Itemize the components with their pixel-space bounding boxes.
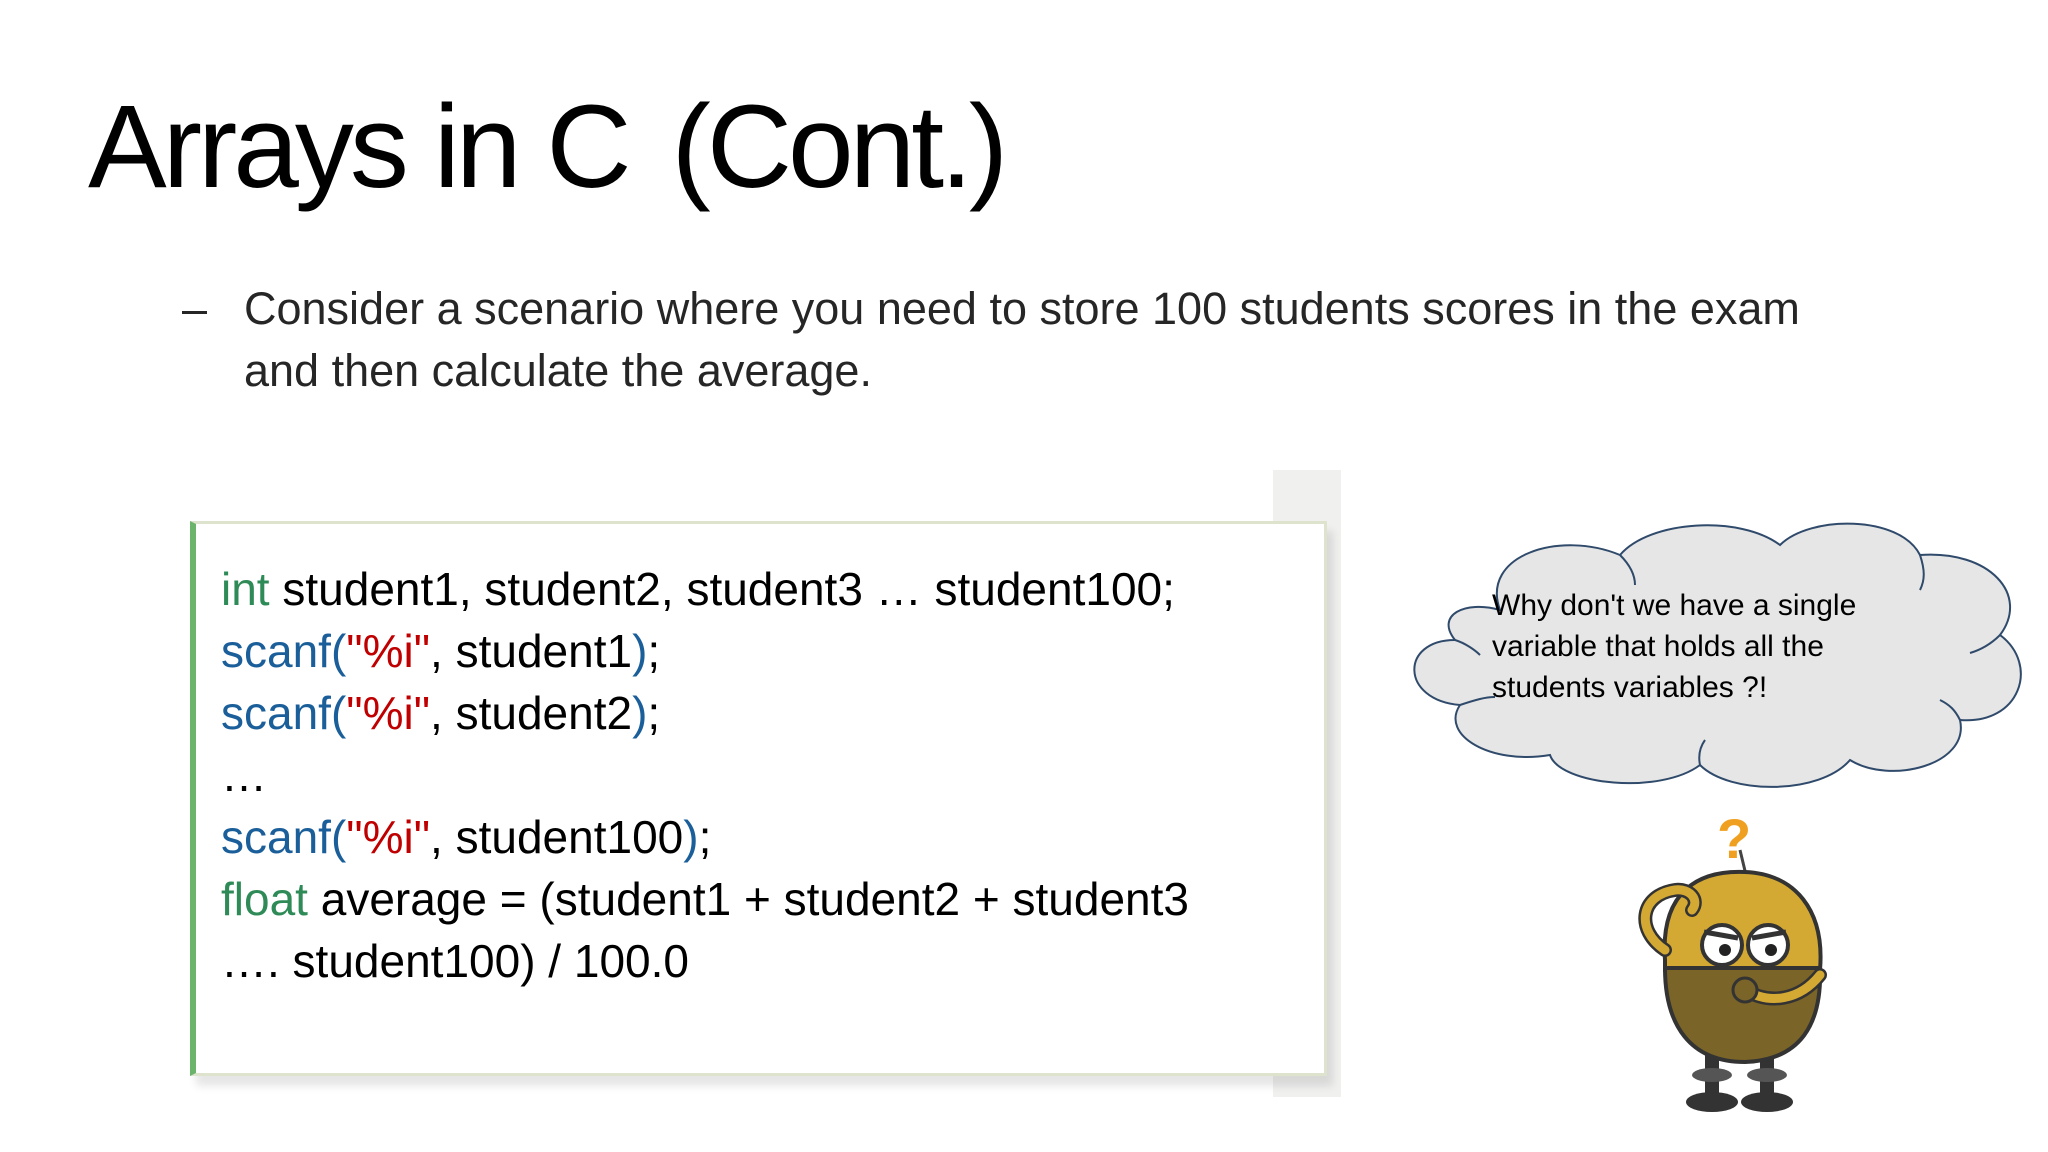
- code-line-5: [221, 806, 1189, 868]
- code-text: student1, student2, student3 … student100;: [269, 563, 1175, 615]
- code-text: , student1: [430, 625, 633, 677]
- code-string: "%i": [346, 811, 431, 863]
- bullet-text: Consider a scenario where you need to store 100 students scores in the exam and then calculate the average.: [244, 283, 1800, 396]
- code-text: average = (student1 + student2 + student3: [307, 873, 1189, 925]
- code-line-3: [221, 682, 1189, 744]
- code-box: [190, 521, 1327, 1076]
- bullet-item: [182, 278, 1882, 402]
- code-paren: ): [632, 625, 648, 677]
- code-text: , student100: [430, 811, 684, 863]
- code-text: , student2: [430, 687, 633, 739]
- thinking-robot-icon: [1620, 810, 1860, 1120]
- code-line-7: …. student100) / 100.0: [221, 935, 689, 987]
- code-keyword: float: [221, 873, 308, 925]
- code-line-1: [221, 558, 1189, 620]
- cloud-text: [1492, 585, 1932, 708]
- cloud-text-line: variable that holds all the: [1492, 630, 1824, 663]
- code-function: scanf(: [221, 811, 347, 863]
- code-text: ;: [647, 625, 661, 677]
- code-line-6: [221, 868, 1189, 930]
- code-function: scanf(: [221, 625, 347, 677]
- code-text: ;: [647, 687, 661, 739]
- code-line-2: [221, 620, 1189, 682]
- code-string: "%i": [346, 625, 431, 677]
- slide-title: [88, 81, 1005, 213]
- code-text: ;: [698, 811, 712, 863]
- cloud-text-line: Why don't we have a single: [1492, 589, 1857, 622]
- question-mark-icon: ?: [1717, 810, 1752, 870]
- code-line-4: …: [221, 749, 267, 801]
- code-function: scanf(: [221, 687, 347, 739]
- code-keyword: int: [221, 563, 270, 615]
- code-paren: ): [632, 687, 648, 739]
- code-string: "%i": [346, 687, 431, 739]
- code-block: [221, 558, 1189, 992]
- title-suffix: (Cont.): [671, 81, 1005, 213]
- cloud-text-line: students variables ?!: [1492, 671, 1768, 704]
- title-main: Arrays in C: [88, 81, 628, 213]
- bullet-dash: –: [182, 283, 208, 334]
- code-paren: ): [683, 811, 699, 863]
